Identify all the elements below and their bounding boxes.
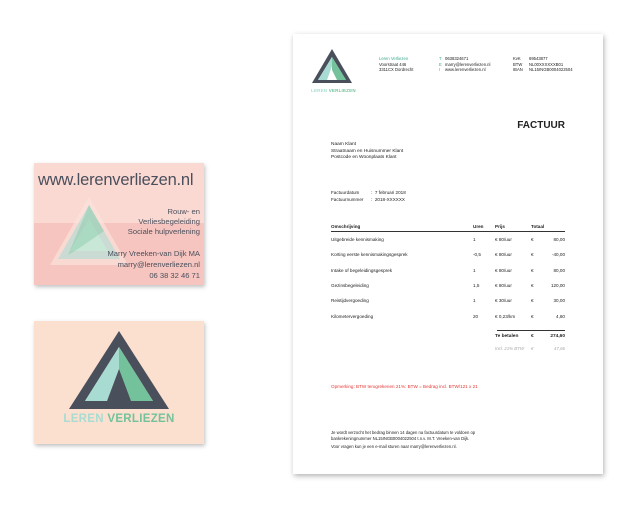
- cell-desc: Uitgebreide kennismaking: [331, 237, 384, 243]
- table-row: [331, 278, 565, 293]
- cell-cur: €: [531, 267, 534, 273]
- company-contact-labels: T E I: [439, 56, 442, 73]
- brand-wordmark: [34, 413, 204, 425]
- table-row: [331, 263, 565, 278]
- table-header-row: Omschrijving Uren Prijs Totaal: [331, 221, 565, 232]
- cell-prijs: € 80/uur: [495, 252, 512, 258]
- cell-total: 80,00: [553, 267, 565, 273]
- cell-desc: Intake of begeleidingsgesprek: [331, 267, 393, 273]
- cell-uren: 1,5: [473, 283, 480, 289]
- cell-total: 120,00: [550, 283, 565, 289]
- business-card-back: [34, 321, 204, 444]
- cell-desc: Reistijdvergoeding: [331, 298, 369, 304]
- company-registry-values: 69543877 NL00XXXXXXB01 NL15INGB0004022504: [529, 56, 573, 73]
- card-contact-name: Marry Vreeken-van Dijk MA: [107, 249, 200, 258]
- brand-verliezen: VERLIEZEN: [107, 413, 175, 425]
- cell-total: 4,60: [556, 313, 565, 319]
- cell-prijs: € 80/uur: [495, 283, 512, 289]
- invoice-document: [293, 34, 603, 474]
- cell-total: 80,00: [553, 237, 565, 243]
- invoice-meta: [331, 189, 406, 203]
- client-address: Naam Klant Straatnaam en Huisnummer Klant Postcode en Woonplaats Klant: [331, 142, 404, 160]
- triangle-logo-icon: [67, 329, 171, 411]
- cell-prijs: € 30/uur: [495, 298, 512, 304]
- cell-cur: €: [531, 313, 534, 319]
- card-contact-email: marry@lerenverliezen.nl: [117, 260, 200, 269]
- cell-uren: 20: [473, 313, 479, 319]
- cell-uren: 1: [473, 298, 476, 304]
- company-address: Leren Verliezen Voorstraat 446 3311CX Dordrecht: [379, 56, 414, 73]
- cell-cur: €: [531, 252, 534, 258]
- business-card-front: [34, 163, 204, 285]
- cell-uren: 1: [473, 237, 476, 243]
- cell-desc: Korting eerste kennismakingsgesprek: [331, 252, 408, 258]
- card-service-line: Verliesbegeleiding: [138, 217, 200, 226]
- triangle-logo-icon: [311, 48, 353, 84]
- cell-prijs: € 80/uur: [495, 267, 512, 273]
- card-service-line: Sociale hulpverlening: [127, 227, 200, 236]
- cell-uren: 1: [473, 267, 476, 273]
- invoice-footer: Je wordt verzocht het bedrag binnen 14 dagen na factuurdatum te voldoen op bankrekeningnummer NL15INGB0004022504 t.n.v. M.T. Vreeken-van Dijk. Voor vragen kun je een e-mail sturen naar marry@lerenverliezen.nl.: [331, 430, 571, 453]
- cell-cur: €: [531, 283, 534, 289]
- vat-included-row: Incl. 21% BTW € 47,66: [495, 346, 565, 351]
- table-row: [331, 308, 565, 323]
- company-contact-values: 0638324671 marry@lerenverliezen.nl www.lerenverliezen.nl: [445, 56, 491, 73]
- table-row: [331, 293, 565, 308]
- cell-cur: €: [531, 298, 534, 304]
- cell-prijs: € 80/uur: [495, 237, 512, 243]
- table-row: [331, 232, 565, 248]
- cell-cur: €: [531, 237, 534, 243]
- cell-uren: -0,5: [473, 252, 481, 258]
- invoice-title: FACTUUR: [517, 120, 565, 131]
- cell-desc: Gezinsbegeleiding: [331, 283, 369, 289]
- cell-total: 30,00: [553, 298, 565, 304]
- cell-prijs: € 0,23/km: [495, 313, 516, 319]
- brand-leren: LEREN: [63, 413, 104, 425]
- invoice-date: Factuurdatum : 7 februari 2018: [331, 190, 406, 195]
- footer-email-note: Voor vragen kun je een e-mail sturen naar marry@lerenverliezen.nl.: [331, 444, 457, 450]
- card-contact-phone: 06 38 32 46 71: [149, 271, 200, 280]
- invoice-number: Factuurnummer : 2018-XXXXXX: [331, 197, 405, 202]
- card-service-line: Rouw- en: [167, 207, 200, 216]
- total-due-row: Te betalen € 274,60: [495, 334, 565, 339]
- cell-total: -40,00: [551, 252, 565, 258]
- company-registry-labels: KvK BTW IBAN: [513, 56, 523, 73]
- cell-desc: Kilometervergoeding: [331, 313, 374, 319]
- invoice-logo-wordmark: LEREN VERLIEZEN: [311, 88, 356, 93]
- invoice-items-table: [331, 221, 565, 324]
- totals-divider: [497, 330, 565, 331]
- invoice-remark: Opmerking: BTW terugrekenen 21%: BTW = Bedrag incl. BTW/121 x 21: [331, 384, 478, 389]
- card-website-url: www.lerenverliezen.nl: [38, 171, 194, 189]
- table-row: [331, 247, 565, 262]
